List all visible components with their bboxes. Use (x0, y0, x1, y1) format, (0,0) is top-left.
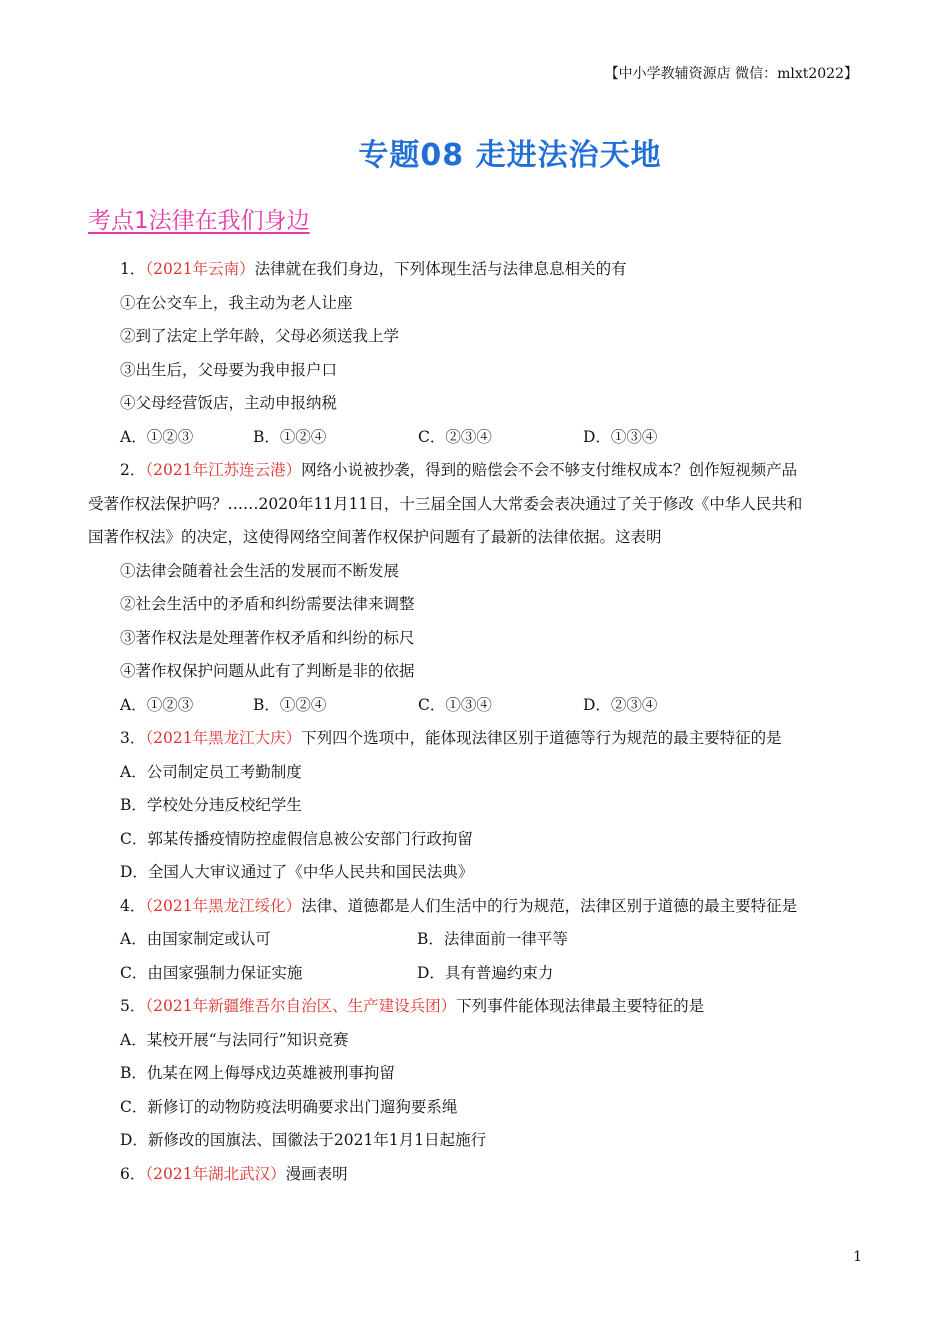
question-source: （2021年新疆维吾尔自治区、生产建设兵团） (145, 997, 457, 1015)
statement-item: ②社会生活中的矛盾和纠纷需要法律来调整 (120, 595, 415, 613)
option-c: C．①③④ (418, 695, 492, 714)
option-a: A．由国家制定或认可 (120, 930, 271, 948)
question-text-continued: 国著作权法》的决定，这使得网络空间著作权保护问题有了最新的法律依据。这表明 (88, 528, 662, 546)
section-heading: 考点1法律在我们身边 (88, 208, 310, 234)
option-b: B．①②④ (253, 427, 327, 446)
question-source: （2021年江苏连云港） (145, 461, 302, 479)
question-source: （2021年湖北武汉） (145, 1164, 286, 1183)
option-b: B．学校处分违反校纪学生 (120, 796, 302, 814)
answer-options-row (88, 923, 868, 957)
question-source: （2021年黑龙江绥化） (145, 896, 302, 915)
option-c: C．②③④ (418, 427, 492, 446)
option-c: C．新修订的动物防疫法明确要求出门遛狗要系绳 (120, 1097, 458, 1116)
statement-item: ③著作权法是处理著作权矛盾和纠纷的标尺 (120, 628, 415, 647)
option-a: A．公司制定员工考勤制度 (120, 762, 302, 781)
question-number: 4． (120, 896, 146, 915)
page-header: 【中小学教辅资源店 微信：mlxt2022】 (604, 66, 858, 82)
question-5-stem (88, 990, 868, 1024)
question-text: 漫画表明 (285, 1164, 348, 1183)
option-b: B．法律面前一律平等 (417, 930, 568, 948)
option-d: D．②③④ (583, 695, 658, 714)
statement-item: ①在公交车上，我主动为老人让座 (120, 293, 353, 312)
question-source: （2021年云南） (145, 260, 255, 278)
answer-options (88, 689, 868, 723)
statement-item: ③出生后，父母要为我申报户口 (120, 360, 338, 379)
question-number: 1． (120, 260, 146, 278)
statement-item: ④父母经营饭店，主动申报纳税 (120, 394, 338, 412)
question-4-stem (88, 890, 868, 924)
option-d: D．具有普遍约束力 (417, 963, 554, 982)
question-text-continued: 受著作权法保护吗？……2020年11月11日，十三届全国人大常委会表决通过了关于修改《中华人民共和 (88, 494, 803, 513)
question-number: 3． (120, 729, 146, 747)
question-list (88, 253, 868, 1191)
option-a: A．①②③ (120, 427, 194, 446)
question-6-stem (88, 1158, 868, 1192)
question-number: 6． (120, 1164, 146, 1183)
question-2-stem (88, 454, 868, 488)
option-d: D．全国人大审议通过了《中华人民共和国民法典》 (120, 863, 474, 881)
question-text: 下列四个选项中，能体现法律区别于道德等行为规范的最主要特征的是 (301, 729, 782, 747)
option-b: B．①②④ (253, 695, 327, 714)
option-d: D．新修改的国旗法、国徽法于2021年1月1日起施行 (120, 1131, 487, 1149)
option-c: C．由国家强制力保证实施 (120, 963, 303, 982)
question-source: （2021年黑龙江大庆） (145, 729, 302, 747)
answer-options (88, 421, 868, 455)
option-c: C．郭某传播疫情防控虚假信息被公安部门行政拘留 (120, 829, 473, 848)
page-title: 专题08 走进法治天地 (358, 138, 662, 173)
option-b: B．仇某在网上侮辱戍边英雄被刑事拘留 (120, 1064, 395, 1082)
question-number: 2． (120, 461, 146, 479)
page-number: 1 (853, 1249, 862, 1265)
question-number: 5． (120, 997, 146, 1015)
option-a: A．①②③ (120, 695, 194, 714)
question-text: 法律、道德都是人们生活中的行为规范，法律区别于道德的最主要特征是 (301, 896, 798, 915)
statement-item: ④著作权保护问题从此有了判断是非的依据 (120, 662, 415, 680)
question-1-stem (88, 253, 868, 287)
question-text: 法律就在我们身边，下列体现生活与法律息息相关的有 (254, 260, 627, 278)
option-a: A．某校开展“与法同行”知识竞赛 (120, 1030, 349, 1049)
answer-options-row (88, 957, 868, 991)
statement-item: ①法律会随着社会生活的发展而不断发展 (120, 561, 400, 580)
question-text: 下列事件能体现法律最主要特征的是 (456, 997, 705, 1015)
option-d: D．①③④ (583, 427, 658, 446)
statement-item: ②到了法定上学年龄，父母必须送我上学 (120, 327, 400, 345)
question-text: 网络小说被抄袭，得到的赔偿会不会不够支付维权成本？创作短视频产品 (301, 461, 798, 479)
question-3-stem (88, 722, 868, 756)
